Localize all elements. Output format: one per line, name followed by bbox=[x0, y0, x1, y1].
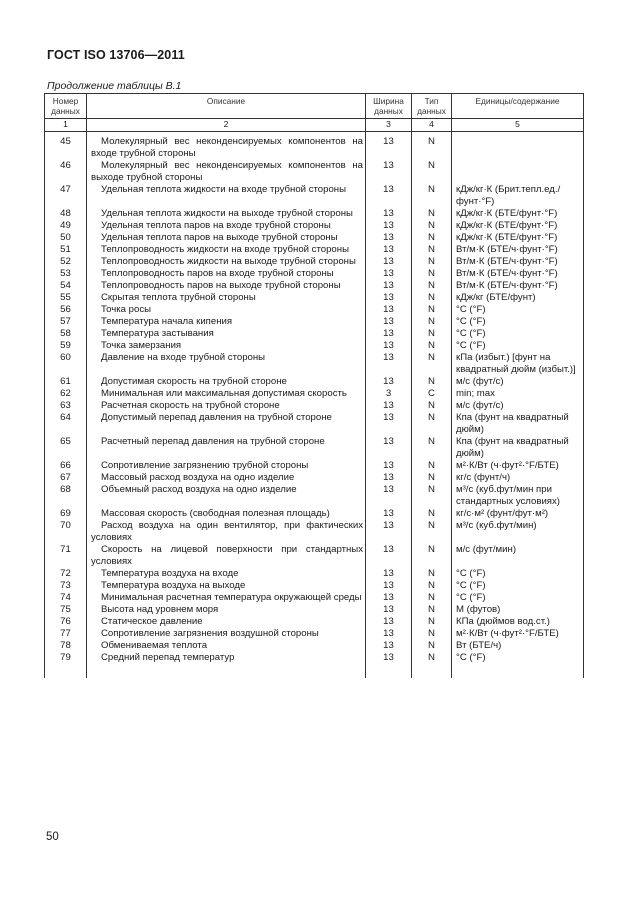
row-description: Теплопроводность паров на выходе трубной стороны bbox=[87, 280, 366, 292]
row-data-type: N bbox=[412, 316, 452, 328]
column-number: 1 bbox=[45, 119, 87, 132]
row-data-width: 13 bbox=[366, 640, 412, 652]
row-number: 69 bbox=[45, 508, 87, 520]
table-row bbox=[45, 460, 584, 472]
row-units: Кпа (фунт на квадратный дюйм) bbox=[452, 436, 584, 460]
row-units: КПа (дюймов вод.ст.) bbox=[452, 616, 584, 628]
column-header-units: Единицы/содержание bbox=[452, 94, 584, 119]
row-data-width: 13 bbox=[366, 544, 412, 568]
row-data-type: N bbox=[412, 132, 452, 161]
row-data-width: 13 bbox=[366, 208, 412, 220]
row-description: Теплопроводность паров на входе трубной стороны bbox=[87, 268, 366, 280]
table-row bbox=[45, 652, 584, 664]
row-data-width: 13 bbox=[366, 592, 412, 604]
row-number: 51 bbox=[45, 244, 87, 256]
row-data-width: 13 bbox=[366, 472, 412, 484]
table-row bbox=[45, 436, 584, 460]
row-number: 70 bbox=[45, 520, 87, 544]
row-data-type: N bbox=[412, 520, 452, 544]
row-data-width: 13 bbox=[366, 352, 412, 376]
row-number: 77 bbox=[45, 628, 87, 640]
row-data-width: 13 bbox=[366, 520, 412, 544]
row-data-type: N bbox=[412, 628, 452, 640]
row-data-width: 13 bbox=[366, 484, 412, 508]
row-number: 48 bbox=[45, 208, 87, 220]
row-number: 52 bbox=[45, 256, 87, 268]
table-row bbox=[45, 292, 584, 304]
row-data-width: 13 bbox=[366, 568, 412, 580]
row-description: Теплопроводность жидкости на входе трубной стороны bbox=[87, 244, 366, 256]
table-row bbox=[45, 616, 584, 628]
row-units: °С (°F) bbox=[452, 568, 584, 580]
row-data-type: N bbox=[412, 256, 452, 268]
row-data-width: 13 bbox=[366, 232, 412, 244]
row-number: 75 bbox=[45, 604, 87, 616]
table-row bbox=[45, 544, 584, 568]
row-number: 47 bbox=[45, 184, 87, 208]
row-data-width: 13 bbox=[366, 132, 412, 161]
row-units: кПа (избыт.) [фунт на квадратный дюйм (избыт.)] bbox=[452, 352, 584, 376]
row-units: min; max bbox=[452, 388, 584, 400]
table-row bbox=[45, 184, 584, 208]
row-data-type: N bbox=[412, 400, 452, 412]
row-units: кДж/кг·К (Брит.тепл.ед./фунт·°F) bbox=[452, 184, 584, 208]
row-data-type: N bbox=[412, 412, 452, 436]
table-row bbox=[45, 472, 584, 484]
row-description: Минимальная или максимальная допустимая скорость bbox=[87, 388, 366, 400]
row-number: 78 bbox=[45, 640, 87, 652]
row-number: 79 bbox=[45, 652, 87, 664]
row-number: 54 bbox=[45, 280, 87, 292]
row-description: Удельная теплота жидкости на входе трубной стороны bbox=[87, 184, 366, 208]
row-data-width: 13 bbox=[366, 376, 412, 388]
row-data-type: N bbox=[412, 208, 452, 220]
row-number: 59 bbox=[45, 340, 87, 352]
row-data-type: N bbox=[412, 268, 452, 280]
row-data-type: N bbox=[412, 484, 452, 508]
table-row bbox=[45, 208, 584, 220]
row-data-width: 3 bbox=[366, 388, 412, 400]
table-row bbox=[45, 376, 584, 388]
table-row bbox=[45, 400, 584, 412]
row-number: 57 bbox=[45, 316, 87, 328]
row-data-type: N bbox=[412, 616, 452, 628]
table-row bbox=[45, 640, 584, 652]
row-number: 64 bbox=[45, 412, 87, 436]
row-data-type: N bbox=[412, 592, 452, 604]
table-row bbox=[45, 592, 584, 604]
row-data-width: 13 bbox=[366, 256, 412, 268]
row-units: м²·К/Вт (ч·фут²·°F/БТЕ) bbox=[452, 460, 584, 472]
table-row bbox=[45, 316, 584, 328]
row-units: м²·К/Вт (ч·фут²·°F/БТЕ) bbox=[452, 628, 584, 640]
row-number: 67 bbox=[45, 472, 87, 484]
row-data-type: C bbox=[412, 388, 452, 400]
row-description: Допустимая скорость на трубной стороне bbox=[87, 376, 366, 388]
row-description: Теплопроводность жидкости на выходе трубной стороны bbox=[87, 256, 366, 268]
row-description: Сопротивление загрязнению трубной стороны bbox=[87, 460, 366, 472]
row-units: кг/с·м² (фунт/фут·м²) bbox=[452, 508, 584, 520]
row-data-width: 13 bbox=[366, 616, 412, 628]
row-description: Температура воздуха на входе bbox=[87, 568, 366, 580]
row-description: Массовый расход воздуха на одно изделие bbox=[87, 472, 366, 484]
row-units: °С (°F) bbox=[452, 652, 584, 664]
table-row bbox=[45, 628, 584, 640]
row-data-type: N bbox=[412, 220, 452, 232]
table-row bbox=[45, 132, 584, 161]
column-number: 3 bbox=[366, 119, 412, 132]
row-units: Вт/м·К (БТЕ/ч·фунт·°F) bbox=[452, 256, 584, 268]
table-row bbox=[45, 220, 584, 232]
row-units: кДж/кг·К (БТЕ/фунт·°F) bbox=[452, 220, 584, 232]
row-units: °С (°F) bbox=[452, 340, 584, 352]
row-data-type: N bbox=[412, 352, 452, 376]
row-units bbox=[452, 160, 584, 184]
row-description: Минимальная расчетная температура окружающей среды bbox=[87, 592, 366, 604]
row-description: Удельная теплота жидкости на выходе трубной стороны bbox=[87, 208, 366, 220]
row-data-width: 13 bbox=[366, 460, 412, 472]
row-number: 72 bbox=[45, 568, 87, 580]
row-data-width: 13 bbox=[366, 292, 412, 304]
table-row bbox=[45, 388, 584, 400]
row-description: Молекулярный вес неконденсируемых компонентов на входе трубной стороны bbox=[87, 132, 366, 161]
row-units: кДж/кг·К (БТЕ/фунт·°F) bbox=[452, 208, 584, 220]
table-row bbox=[45, 520, 584, 544]
row-data-type: N bbox=[412, 652, 452, 664]
row-number: 60 bbox=[45, 352, 87, 376]
table-row bbox=[45, 328, 584, 340]
row-units: кДж/кг (БТЕ/фунт) bbox=[452, 292, 584, 304]
column-header-width: Ширина данных bbox=[366, 94, 412, 119]
row-data-width: 13 bbox=[366, 160, 412, 184]
row-units: м/с (фут/с) bbox=[452, 400, 584, 412]
row-data-type: N bbox=[412, 472, 452, 484]
row-data-type: N bbox=[412, 604, 452, 616]
row-number: 53 bbox=[45, 268, 87, 280]
row-number: 73 bbox=[45, 580, 87, 592]
row-data-width: 13 bbox=[366, 412, 412, 436]
row-number: 45 bbox=[45, 132, 87, 161]
row-units: Вт (БТЕ/ч) bbox=[452, 640, 584, 652]
row-units: м/с (фут/с) bbox=[452, 376, 584, 388]
row-data-width: 13 bbox=[366, 220, 412, 232]
row-description: Точка росы bbox=[87, 304, 366, 316]
table-row bbox=[45, 352, 584, 376]
table-row bbox=[45, 232, 584, 244]
row-units: м/с (фут/мин) bbox=[452, 544, 584, 568]
row-number: 71 bbox=[45, 544, 87, 568]
row-units: кг/с (фунт/ч) bbox=[452, 472, 584, 484]
row-description: Сопротивление загрязнения воздушной стороны bbox=[87, 628, 366, 640]
row-number: 55 bbox=[45, 292, 87, 304]
row-description: Массовая скорость (свободная полезная площадь) bbox=[87, 508, 366, 520]
row-number: 65 bbox=[45, 436, 87, 460]
row-data-type: N bbox=[412, 376, 452, 388]
row-units: Вт/м·К (БТЕ/ч·фунт·°F) bbox=[452, 268, 584, 280]
row-description: Высота над уровнем моря bbox=[87, 604, 366, 616]
table-row bbox=[45, 508, 584, 520]
row-description: Обмениваемая теплота bbox=[87, 640, 366, 652]
row-units: Кпа (фунт на квадратный дюйм) bbox=[452, 412, 584, 436]
row-data-type: N bbox=[412, 304, 452, 316]
row-description: Давление на входе трубной стороны bbox=[87, 352, 366, 376]
row-data-type: N bbox=[412, 160, 452, 184]
row-number: 74 bbox=[45, 592, 87, 604]
row-data-type: N bbox=[412, 340, 452, 352]
table-row bbox=[45, 604, 584, 616]
row-units: °С (°F) bbox=[452, 580, 584, 592]
row-description: Расход воздуха на один вентилятор, при фактических условиях bbox=[87, 520, 366, 544]
row-number: 58 bbox=[45, 328, 87, 340]
row-units: кДж/кг·К (БТЕ/фунт·°F) bbox=[452, 232, 584, 244]
row-data-width: 13 bbox=[366, 328, 412, 340]
row-data-width: 13 bbox=[366, 508, 412, 520]
row-data-width: 13 bbox=[366, 604, 412, 616]
table-row bbox=[45, 160, 584, 184]
row-data-width: 13 bbox=[366, 340, 412, 352]
row-number: 66 bbox=[45, 460, 87, 472]
row-description: Средний перепад температур bbox=[87, 652, 366, 664]
row-data-type: N bbox=[412, 280, 452, 292]
column-number: 2 bbox=[87, 119, 366, 132]
row-description: Температура воздуха на выходе bbox=[87, 580, 366, 592]
row-data-type: N bbox=[412, 184, 452, 208]
row-number: 61 bbox=[45, 376, 87, 388]
row-number: 68 bbox=[45, 484, 87, 508]
row-description: Расчетный перепад давления на трубной стороне bbox=[87, 436, 366, 460]
table-header-row bbox=[45, 94, 584, 119]
row-data-width: 13 bbox=[366, 400, 412, 412]
row-number: 62 bbox=[45, 388, 87, 400]
row-number: 56 bbox=[45, 304, 87, 316]
row-units bbox=[452, 132, 584, 161]
row-units: м³/с (куб.фут/мин) bbox=[452, 520, 584, 544]
row-data-width: 13 bbox=[366, 436, 412, 460]
row-units: °С (°F) bbox=[452, 328, 584, 340]
row-data-type: N bbox=[412, 544, 452, 568]
table-row bbox=[45, 280, 584, 292]
row-description: Скрытая теплота трубной стороны bbox=[87, 292, 366, 304]
column-number: 4 bbox=[412, 119, 452, 132]
row-units: °С (°F) bbox=[452, 316, 584, 328]
table-row bbox=[45, 580, 584, 592]
table-spacer-row bbox=[45, 664, 584, 678]
row-data-width: 13 bbox=[366, 184, 412, 208]
row-description: Объемный расход воздуха на одно изделие bbox=[87, 484, 366, 508]
row-units: °С (°F) bbox=[452, 304, 584, 316]
row-description: Молекулярный вес неконденсируемых компонентов на выходе трубной стороны bbox=[87, 160, 366, 184]
table-row bbox=[45, 268, 584, 280]
row-data-width: 13 bbox=[366, 304, 412, 316]
row-units: м³/с (куб.фут/мин при стандартных условиях) bbox=[452, 484, 584, 508]
data-table bbox=[44, 93, 584, 678]
row-number: 50 bbox=[45, 232, 87, 244]
row-data-type: N bbox=[412, 580, 452, 592]
row-data-width: 13 bbox=[366, 652, 412, 664]
row-data-type: N bbox=[412, 328, 452, 340]
row-units: М (футов) bbox=[452, 604, 584, 616]
row-data-width: 13 bbox=[366, 268, 412, 280]
row-number: 46 bbox=[45, 160, 87, 184]
table-row bbox=[45, 484, 584, 508]
table-row bbox=[45, 340, 584, 352]
row-units: Вт/м·К (БТЕ/ч·фунт·°F) bbox=[452, 280, 584, 292]
column-number-row bbox=[45, 119, 584, 132]
row-description: Температура начала кипения bbox=[87, 316, 366, 328]
column-header-number: Номер данных bbox=[45, 94, 87, 119]
row-description: Расчетная скорость на трубной стороне bbox=[87, 400, 366, 412]
row-data-width: 13 bbox=[366, 628, 412, 640]
table-row bbox=[45, 256, 584, 268]
table-row bbox=[45, 568, 584, 580]
row-description: Точка замерзания bbox=[87, 340, 366, 352]
row-data-width: 13 bbox=[366, 280, 412, 292]
row-data-type: N bbox=[412, 244, 452, 256]
row-units: Вт/м·К (БТЕ/ч·фунт·°F) bbox=[452, 244, 584, 256]
row-units: °С (°F) bbox=[452, 592, 584, 604]
row-data-type: N bbox=[412, 436, 452, 460]
row-description: Температура застывания bbox=[87, 328, 366, 340]
row-data-width: 13 bbox=[366, 580, 412, 592]
row-data-type: N bbox=[412, 508, 452, 520]
row-description: Статическое давление bbox=[87, 616, 366, 628]
row-data-type: N bbox=[412, 640, 452, 652]
table-row bbox=[45, 304, 584, 316]
page-number: 50 bbox=[46, 831, 59, 843]
table-row bbox=[45, 244, 584, 256]
row-data-width: 13 bbox=[366, 316, 412, 328]
row-description: Скорость на лицевой поверхности при стандартных условиях bbox=[87, 544, 366, 568]
table-caption: Продолжение таблицы В.1 bbox=[47, 80, 182, 92]
column-header-description: Описание bbox=[87, 94, 366, 119]
document-title: ГОСТ ISO 13706—2011 bbox=[47, 48, 185, 62]
row-number: 49 bbox=[45, 220, 87, 232]
column-header-type: Тип данных bbox=[412, 94, 452, 119]
row-number: 63 bbox=[45, 400, 87, 412]
column-number: 5 bbox=[452, 119, 584, 132]
row-data-type: N bbox=[412, 292, 452, 304]
row-data-type: N bbox=[412, 568, 452, 580]
row-data-type: N bbox=[412, 460, 452, 472]
row-description: Удельная теплота паров на выходе трубной стороны bbox=[87, 232, 366, 244]
row-data-type: N bbox=[412, 232, 452, 244]
table-body bbox=[45, 132, 584, 679]
row-description: Удельная теплота паров на входе трубной стороны bbox=[87, 220, 366, 232]
row-data-width: 13 bbox=[366, 244, 412, 256]
row-description: Допустимый перепад давления на трубной стороне bbox=[87, 412, 366, 436]
table-row bbox=[45, 412, 584, 436]
row-number: 76 bbox=[45, 616, 87, 628]
